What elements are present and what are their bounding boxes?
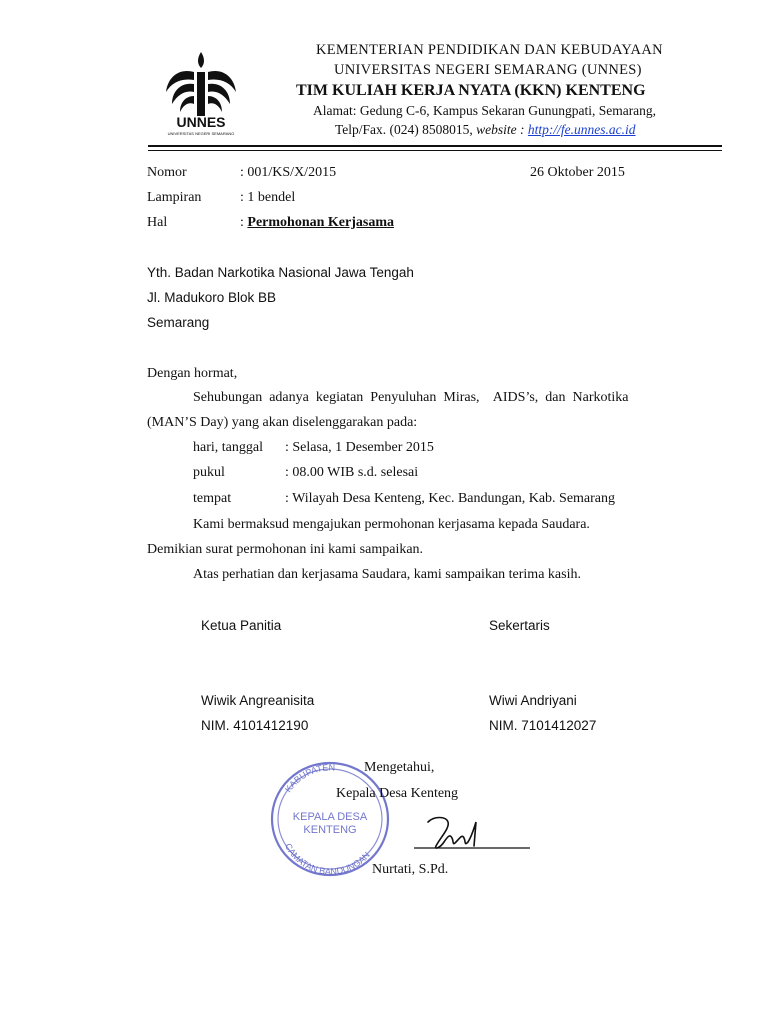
website-label: website : [476, 122, 528, 137]
acknowledger-name: Nurtati, S.Pd. [372, 862, 449, 877]
address-line: Alamat: Gedung C-6, Kampus Sekaran Gunungpati, Semarang, [313, 103, 657, 118]
university-name: UNIVERSITAS NEGERI SEMARANG (UNNES) [334, 62, 642, 78]
recipient-line-1: Yth. Badan Narkotika Nasional Jawa Tengah [147, 265, 414, 280]
time-label: pukul [193, 465, 225, 480]
right-signer-name: Wiwi Andriyani [489, 693, 577, 708]
paragraph-3: Demikian surat permohonan ini kami sampaikan. [147, 542, 424, 557]
left-signer-nim: NIM. 4101412190 [201, 718, 309, 733]
unnes-logo [160, 48, 242, 140]
handwritten-signature [410, 808, 535, 858]
paragraph-2: Kami bermaksud mengajukan permohonan kerjasama kepada Saudara. [193, 517, 590, 532]
greeting: Dengan hormat, [147, 366, 238, 381]
header-rule-thin [148, 150, 722, 151]
nomor-value: : 001/KS/X/2015 [240, 165, 337, 180]
recipient-line-2: Jl. Madukoro Blok BB [147, 290, 277, 305]
right-signer-title: Sekertaris [489, 618, 550, 633]
acknowledged-label: Mengetahui, [364, 760, 435, 775]
website-link[interactable]: http://fe.unnes.ac.id [527, 122, 636, 137]
day-label: hari, tanggal [193, 440, 263, 455]
ministry-name: KEMENTERIAN PENDIDIKAN DAN KEBUDAYAAN [316, 42, 663, 58]
left-signer-title: Ketua Panitia [201, 618, 282, 633]
day-value: : Selasa, 1 Desember 2015 [285, 440, 434, 455]
contact-line [335, 122, 636, 138]
paragraph-1-line-1: Sehubungan adanya kegiatan Penyuluhan Miras, AIDS’s, dan Narkotika [193, 390, 629, 405]
hal-label: Hal [147, 215, 168, 230]
acknowledger-title: Kepala Desa Kenteng [336, 786, 459, 801]
header-rule-thick [148, 145, 722, 147]
stamp-text-center-2: KENTENG [303, 824, 357, 836]
place-label: tempat [193, 491, 232, 506]
stamp-text-center-1: KEPALA DESA [292, 811, 368, 823]
left-signer-name: Wiwik Angreanisita [201, 693, 315, 708]
phone-text: Telp/Fax. (024) 8508015, [335, 122, 477, 137]
logo-subtext: UNIVERSITAS NEGERI SEMARANG [167, 131, 235, 136]
place-value: : Wilayah Desa Kenteng, Kec. Bandungan, Kab. Semarang [285, 491, 616, 506]
time-value: : 08.00 WIB s.d. selesai [285, 465, 419, 480]
lampiran-value: : 1 bendel [240, 190, 296, 205]
paragraph-1-line-2: (MAN’S Day) yang akan diselenggarakan pada: [147, 415, 418, 430]
team-name: TIM KULIAH KERJA NYATA (KKN) KENTENG [296, 82, 646, 99]
stamp-text-bottom: CAMATAN BANDUNGAN [282, 841, 372, 877]
hal-colon: : [240, 215, 248, 230]
svg-text:CAMATAN BANDUNGAN [283, 842, 372, 877]
nomor-label: Nomor [147, 165, 187, 180]
paragraph-4: Atas perhatian dan kerjasama Saudara, kami sampaikan terima kasih. [193, 567, 581, 582]
stamp-text-top: KABUPATEN [282, 762, 336, 795]
hal-value-line [240, 215, 394, 231]
lampiran-label: Lampiran [147, 190, 202, 205]
recipient-line-3: Semarang [147, 315, 210, 330]
right-signer-nim: NIM. 7101412027 [489, 718, 597, 733]
letter-date: 26 Oktober 2015 [530, 165, 625, 180]
logo-text: UNNES [176, 114, 226, 130]
hal-value: Permohonan Kerjasama [247, 215, 394, 230]
signature-scribble-icon [410, 808, 535, 858]
